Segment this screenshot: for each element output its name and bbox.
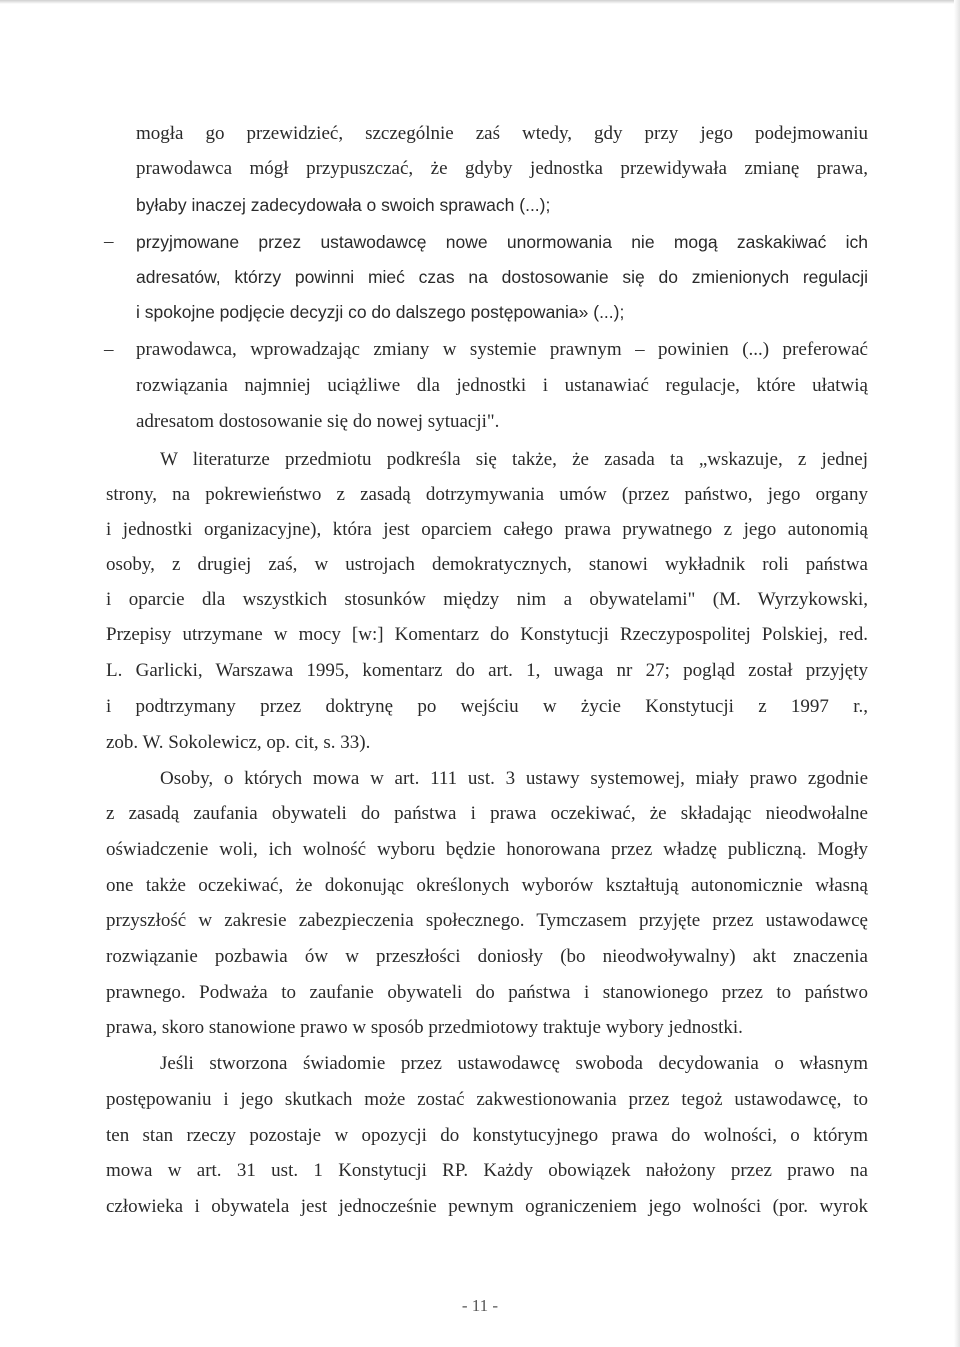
text-line: adresatów, którzy powinni mieć czas na dostosowanie się do zmienionych regulacji [136, 267, 868, 287]
text-line: rozwiązania najmniej uciążliwe dla jednostki i ustanawiać regulacje, które ułatwią [136, 375, 868, 396]
text-line: one także oczekiwać, że dokonując określonych wyborów kształtują autonomicznie własną [106, 875, 868, 896]
text-line: strony, na pokrewieństwo z zasadą dotrzymywania umów (przez państwo, jego organy [106, 484, 868, 505]
list-dash: – [104, 231, 114, 252]
text-line: przyszłość w zakresie zabezpieczenia społecznego. Tymczasem przyjęte przez ustawodawcę [106, 910, 868, 931]
text-line: z zasadą zaufania obywateli do państwa i prawa oczekiwać, że składając nieodwołalne [106, 803, 868, 824]
text-line: i podtrzymany przez doktrynę po wejściu w życie Konstytucji z 1997 r., [106, 696, 868, 717]
text-line: byłaby inaczej zadecydowała o swoich sprawach (...); [136, 195, 551, 215]
text-line: adresatom dostosowanie się do nowej sytuacji". [136, 411, 500, 432]
text-line: i spokojne podjęcie decyzji co do dalszego postępowania» (...); [136, 302, 625, 322]
text-line: rozwiązanie pozbawia ów w przeszłości doniosły (bo nieodwoływalny) akt znaczenia [106, 946, 868, 967]
text-line: oświadczenie woli, ich wolność wyboru będzie honorowana przez władzę publiczną. Mogły [106, 839, 868, 860]
text-line: prawnego. Podważa to zaufanie obywateli do państwa i stanowionego przez to państwo [106, 982, 868, 1003]
text-line: osoby, z drugiej zaś, w ustrojach demokratycznych, stanowi wykładnik roli państwa [106, 554, 868, 575]
text-line: zob. W. Sokolewicz, op. cit, s. 33). [106, 732, 371, 753]
text-line: i oparcie dla wszystkich stosunków między nim a obywatelami" (M. Wyrzykowski, [106, 589, 868, 610]
text-line: mowa w art. 31 ust. 1 Konstytucji RP. Każdy obowiązek nałożony przez prawo na [106, 1160, 868, 1181]
list-dash: – [104, 339, 114, 360]
text-line: W literaturze przedmiotu podkreśla się także, że zasada ta „wskazuje, z jednej [160, 449, 868, 470]
text-line: prawodawca, wprowadzając zmiany w systemie prawnym – powinien (...) preferować [136, 339, 868, 360]
text-line: prawa, skoro stanowione prawo w sposób przedmiotowy traktuje wybory jednostki. [106, 1017, 743, 1038]
text-line: Przepisy utrzymane w mocy [w:] Komentarz do Konstytucji Rzeczypospolitej Polskiej, red. [106, 624, 868, 645]
text-line: przyjmowane przez ustawodawcę nowe unormowania nie mogą zaskakiwać ich [136, 232, 868, 252]
text-line: Osoby, o których mowa w art. 111 ust. 3 ustawy systemowej, miały prawo zgodnie [160, 768, 868, 789]
text-line: i jednostki organizacyjne), która jest oparciem całego prawa prywatnego z jego autonomią [106, 519, 868, 540]
text-line: postępowaniu i jego skutkach może zostać zakwestionowania przez tegoż ustawodawcę, to [106, 1089, 868, 1110]
text-line: ten stan rzeczy pozostaje w opozycji do konstytucyjnego prawa do wolności, o którym [106, 1125, 868, 1146]
text-line: L. Garlicki, Warszawa 1995, komentarz do art. 1, uwaga nr 27; pogląd został przyjęty [106, 660, 868, 681]
text-line: mogła go przewidzieć, szczególnie zaś wtedy, gdy przy jego podejmowaniu [136, 123, 868, 144]
text-line: prawodawca mógł przypuszczać, że gdyby jednostka przewidywała zmianę prawa, [136, 158, 868, 179]
page-number: - 11 - [461, 1296, 499, 1315]
text-line: człowieka i obywatela jest jednocześnie pewnym ograniczeniem jego wolności (por. wyrok [106, 1196, 868, 1217]
text-line: Jeśli stworzona świadomie przez ustawodawcę swoboda decydowania o własnym [160, 1053, 868, 1074]
